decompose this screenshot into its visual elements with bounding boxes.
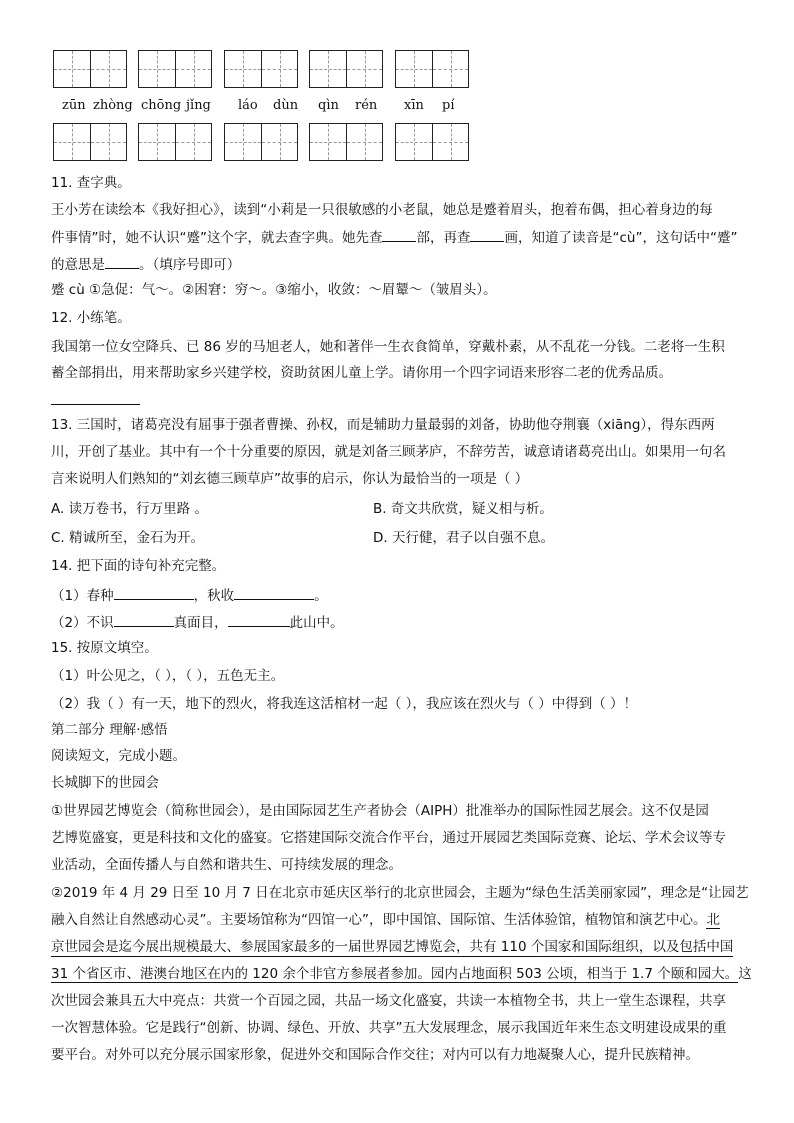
q11-text <box>51 227 737 247</box>
q15-title: 15. 按原文填空。 <box>51 640 158 656</box>
q14-title: 14. 把下面的诗句补充完整。 <box>51 558 226 574</box>
section-title: 第二部分 理解·感悟 <box>51 722 168 738</box>
writing-box[interactable] <box>224 123 298 161</box>
q15-line: （1）叶公见之，（ ），（ ），五色无主。 <box>51 668 285 684</box>
q11-text-part: 的意思是 <box>51 257 105 273</box>
pinyin: jǐng <box>186 98 211 113</box>
q12-text: 我国第一位女空降兵、已 86 岁的马旭老人，她和著伴一生衣食简单，穿戴朴素，从不乱花一分钱。二老将一生积 <box>51 339 725 355</box>
q11-text <box>51 254 240 274</box>
answer-blank-poem[interactable] <box>114 585 194 600</box>
writing-box[interactable] <box>395 50 469 88</box>
q11-text-part: 画，知道了读音是“cù”，这句话中“蹙” <box>504 230 738 246</box>
answer-blank-q12[interactable] <box>51 404 140 405</box>
option-d[interactable]: D. 天行健，君子以自强不息。 <box>373 530 554 546</box>
passage-text: 这 <box>738 966 752 982</box>
reading-instruction: 阅读短文，完成小题。 <box>51 748 186 764</box>
passage-paragraph-2: 次世园会兼具五大中亮点：共赏一个百园之园，共品一场文化盛宴，共读一本植物全书，共上一堂生态课程，共享 <box>51 993 726 1009</box>
passage-paragraph-1: 业活动，全面传播人与自然和谐共生、可持续发展的理念。 <box>51 857 402 873</box>
passage-text: 融入自然让自然感动心灵”。主要场馆称为“四馆一心”，即中国馆、国际馆、生活体验馆，植物馆和演艺中心。 <box>51 912 707 928</box>
pinyin-row <box>0 98 794 118</box>
q13-text: 言来说明人们熟知的“刘玄德三顾草庐”故事的启示，你认为最恰当的一项是（ ） <box>51 471 529 487</box>
q14-text-part: 此山中。 <box>289 615 344 631</box>
pinyin: láo <box>238 98 258 113</box>
writing-box[interactable] <box>138 123 212 161</box>
answer-blank-poem[interactable] <box>114 612 174 627</box>
option-a[interactable]: A. 读万卷书，行万里路 。 <box>51 501 208 517</box>
pinyin: pí <box>442 98 455 113</box>
q14-text-part: （1）春种 <box>51 588 114 604</box>
answer-blank-radical[interactable] <box>382 227 416 242</box>
underlined-text: 31 个省区市、港澳台地区在内的 120 余个非官方参展者参加。园内占地面积 503 公顷，相当于 1.7 个颐和园大。 <box>51 966 739 982</box>
q13-text: 13. 三国时，诸葛亮没有屈事于强者曹操、孙权，而是辅助力量最弱的刘备，协助他夺荆襄（xiāng），得东西两 <box>51 417 715 433</box>
passage-paragraph-2 <box>51 911 720 929</box>
q15-line: （2）我（ ）有一天，地下的烈火，将我连这活棺材一起（ ），我应该在烈火与（ ）中得到（ ）！ <box>51 696 638 712</box>
passage-paragraph-2 <box>51 965 752 983</box>
writing-box[interactable] <box>53 123 127 161</box>
underlined-text: 北 <box>706 912 720 928</box>
writing-box[interactable] <box>395 123 469 161</box>
writing-box[interactable] <box>309 50 383 88</box>
q14-line <box>51 612 344 632</box>
passage-heading: 长城脚下的世园会 <box>51 775 159 791</box>
q14-text-part: 真面目， <box>173 615 228 631</box>
q11-text-part: 件事情”时，她不认识“蹙”这个字，就去查字典。她先查 <box>51 230 383 246</box>
q11-title: 11. 查字典。 <box>51 175 131 191</box>
pinyin: zūn <box>62 98 86 113</box>
q11-text: 王小芳在读绘本《我好担心》，读到“小莉是一只很敏感的小老鼠，她总是蹙着眉头，抱着布偶，担心着身边的每 <box>51 202 713 218</box>
writing-box[interactable] <box>309 123 383 161</box>
q14-text-part: 。 <box>314 588 328 604</box>
pinyin: rén <box>355 98 378 113</box>
writing-box[interactable] <box>138 50 212 88</box>
passage-paragraph-2: ②2019 年 4 月 29 日至 10 月 7 日在北京市延庆区举行的北京世园会，主题为“绿色生活美丽家园”，理念是“让园艺 <box>51 885 749 901</box>
q12-text: 蓄全部捐出，用来帮助家乡兴建学校，资助贫困儿童上学。请你用一个四字词语来形容二老的优秀品质。 <box>51 365 672 381</box>
pinyin: chōng <box>141 98 182 113</box>
q14-text-part: ，秋收 <box>193 588 235 604</box>
answer-blank-strokes[interactable] <box>470 227 504 242</box>
answer-blank-meaning[interactable] <box>105 254 139 269</box>
option-c[interactable]: C. 精诚所至，金石为开。 <box>51 530 205 546</box>
pinyin: qìn <box>318 98 339 113</box>
writing-box[interactable] <box>53 50 127 88</box>
pinyin: zhòng <box>93 98 133 113</box>
q11-text-part: 部，再查 <box>416 230 471 246</box>
writing-box[interactable] <box>224 50 298 88</box>
passage-paragraph-2: 要平台。对外可以充分展示国家形象，促进外交和国际合作交往；对内可以有力地凝聚人心，提升民族精神。 <box>51 1047 699 1063</box>
passage-paragraph-1: ①世界园艺博览会（简称世园会），是由国际园艺生产者协会（AIPH）批准举办的国际性园艺展会。这不仅是园 <box>51 803 709 819</box>
answer-blank-poem[interactable] <box>234 585 314 600</box>
pinyin: dùn <box>273 98 299 113</box>
q11-text-part: 。（填序号即可） <box>139 257 241 273</box>
q13-text: 川，开创了基业。其中有一个十分重要的原因，就是刘备三顾茅庐，不辞劳苦，诚意请诸葛亮出山。如果用一句名 <box>51 444 726 460</box>
pinyin: xīn <box>404 98 424 113</box>
answer-blank-poem[interactable] <box>228 612 290 627</box>
q12-title: 12. 小练笔。 <box>51 310 131 326</box>
passage-paragraph-1: 艺博览盛宴，更是科技和文化的盛宴。它搭建国际交流合作平台，通过开展园艺类国际竞赛、论坛、学术会议等专 <box>51 830 726 846</box>
passage-paragraph-2: 一次智慧体验。它是践行“创新、协调、绿色、开放、共享”五大发展理念，展示我国近年来生态文明建设成果的重 <box>51 1020 727 1036</box>
option-b[interactable]: B. 奇文共欣赏，疑义相与析。 <box>373 501 553 517</box>
q14-line <box>51 585 328 605</box>
q11-definition: 蹙 cù ①急促：气～。②困窘：穷～。③缩小，收敛：～眉颦～（皱眉头）。 <box>51 282 497 298</box>
q14-text-part: （2）不识 <box>51 615 114 631</box>
underlined-text: 京世园会是迄今展出规模最大、参展国家最多的一届世界园艺博览会，共有 110 个国家和国际组织，以及包括中国 <box>51 939 734 955</box>
